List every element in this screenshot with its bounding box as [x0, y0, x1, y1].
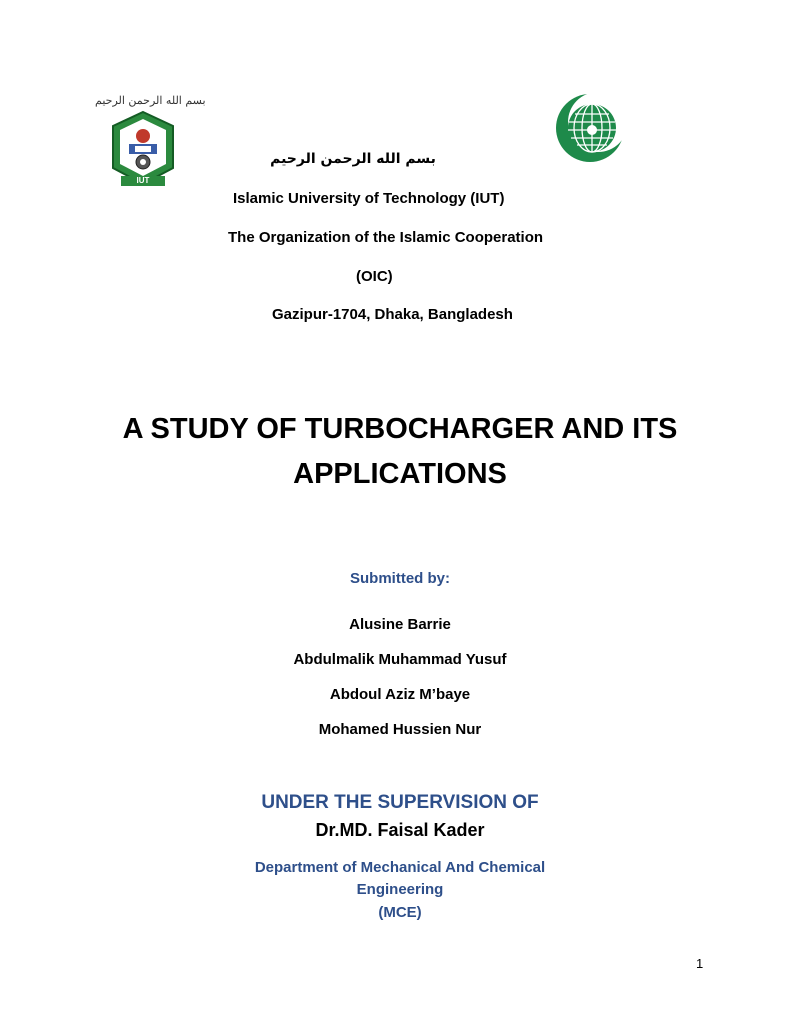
organization-abbrev: (OIC) — [356, 268, 393, 285]
supervision-label: UNDER THE SUPERVISION OF — [261, 792, 539, 813]
iut-logo-text: IUT — [136, 176, 150, 185]
address: Gazipur-1704, Dhaka, Bangladesh — [272, 306, 513, 323]
iut-logo — [107, 110, 179, 190]
supervisor-name: Dr.MD. Faisal Kader — [315, 820, 485, 840]
author-name: Abdoul Aziz M’baye — [329, 686, 471, 703]
submitted-by-label: Submitted by: — [350, 570, 450, 587]
author-name: Mohamed Hussien Nur — [318, 721, 482, 738]
organization-name: The Organization of the Islamic Cooperation — [228, 229, 544, 246]
author-name: Abdulmalik Muhammad Yusuf — [293, 651, 507, 668]
bismillah-line: بسم الله الرحمن الرحيم — [270, 151, 436, 167]
title-line-2: APPLICATIONS — [293, 458, 507, 490]
department-line-3: (MCE) — [378, 904, 422, 921]
bismillah-calligraphy: بسم الله الرحمن الرحيم — [95, 94, 206, 107]
department-line-2: Engineering — [356, 881, 444, 898]
university-name: Islamic University of Technology (IUT) — [233, 190, 505, 207]
author-name: Alusine Barrie — [349, 616, 451, 633]
oic-logo — [554, 92, 626, 164]
page-number: 1 — [696, 956, 704, 971]
title-line-1: A STUDY OF TURBOCHARGER AND ITS — [122, 413, 678, 445]
department-line-1: Department of Mechanical And Chemical — [254, 859, 546, 876]
